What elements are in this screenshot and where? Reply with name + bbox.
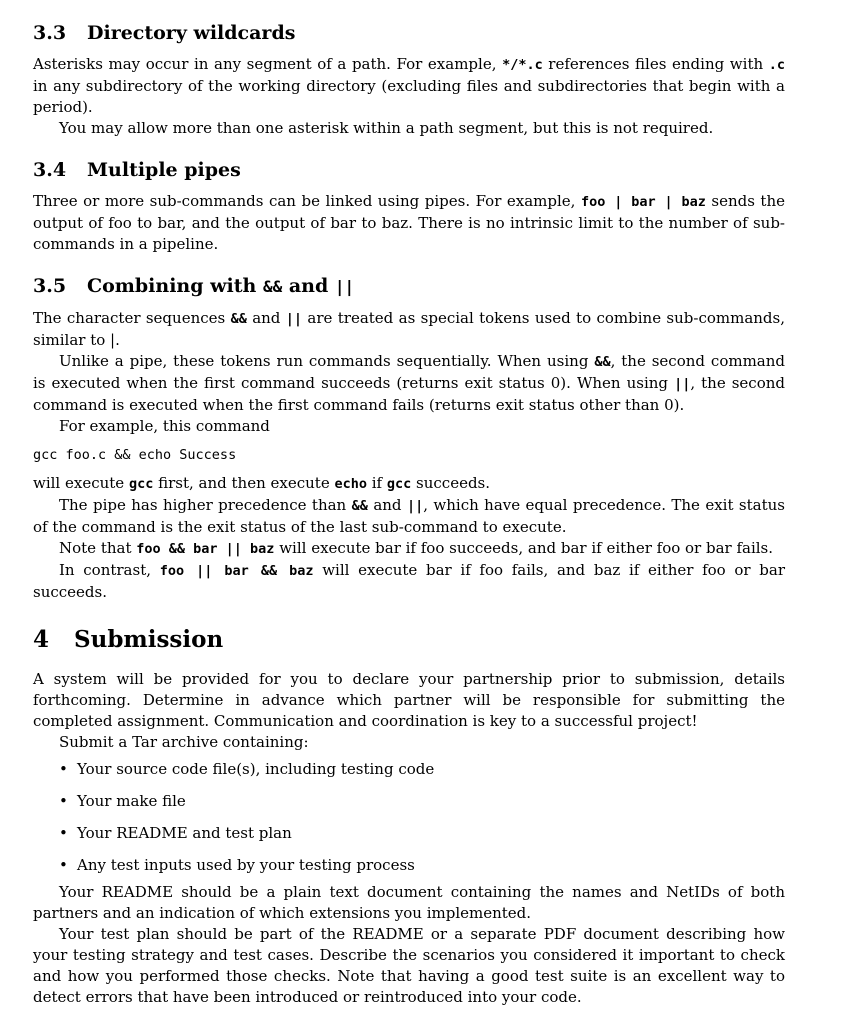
inline-code: gcc bbox=[128, 476, 154, 492]
text-run: and bbox=[367, 496, 407, 514]
inline-code: || bbox=[406, 498, 424, 514]
text-run: The pipe has higher precedence than bbox=[59, 496, 352, 514]
text-run: will execute bar if foo fails, and baz if either foo or bar succeeds. bbox=[33, 561, 786, 601]
paragraph: A system will be provided for you to declare your partnership prior to submission, details forthcoming. Determine in advance which partner will be responsible for submitting the completed assignment. Communication and coordination is key to a successful project! bbox=[33, 670, 785, 730]
section-4-heading bbox=[33, 625, 785, 655]
list-item bbox=[33, 759, 785, 780]
paragraph bbox=[33, 351, 785, 416]
text-run: if bbox=[366, 474, 387, 492]
inline-code: .c bbox=[768, 57, 785, 73]
bullet-icon: • bbox=[59, 760, 68, 778]
bullet-icon: • bbox=[59, 856, 68, 874]
list-item-text: Your source code file(s), including testing code bbox=[77, 760, 435, 778]
bullet-icon: • bbox=[59, 792, 68, 810]
inline-code: foo || bar && baz bbox=[159, 563, 314, 579]
text-run: succeeds. bbox=[411, 474, 491, 492]
section-number: 3.3 bbox=[33, 22, 67, 44]
inline-code: && bbox=[351, 498, 368, 514]
inline-code: gcc bbox=[386, 476, 412, 492]
section-3-5-heading bbox=[33, 273, 785, 300]
inline-code: && bbox=[594, 354, 611, 370]
text-run: references files ending with bbox=[542, 55, 769, 73]
section-3-4-heading bbox=[33, 157, 785, 183]
text-run: sends the output of foo to bar, and the output of bar to baz. There is no intrinsic limit to the number of sub-commands in a pipeline. bbox=[33, 192, 786, 253]
section-3-3-heading bbox=[33, 20, 785, 46]
paragraph bbox=[33, 495, 785, 538]
inline-code: && bbox=[230, 311, 247, 327]
list-item bbox=[33, 791, 785, 812]
inline-code: || bbox=[334, 277, 355, 296]
paragraph: You may allow more than one asterisk within a path segment, but this is not required. bbox=[59, 119, 714, 137]
text-run: , which have equal precedence. The exit status of the command is the exit status of the last sub-command to execute. bbox=[33, 496, 785, 536]
text-run: in any subdirectory of the working directory (excluding files and subdirectories that begin with a period). bbox=[33, 77, 785, 116]
inline-code: echo bbox=[334, 476, 367, 492]
inline-code: foo | bar | baz bbox=[580, 194, 706, 210]
section-title: Multiple pipes bbox=[87, 159, 241, 181]
text-run: Unlike a pipe, these tokens run commands sequentially. When using bbox=[59, 352, 595, 370]
section-title: Combining with bbox=[87, 275, 263, 297]
text-run: will execute bar if foo succeeds, and bar if either foo or bar fails. bbox=[274, 539, 774, 557]
text-run: will execute bbox=[33, 474, 129, 492]
inline-code: || bbox=[674, 376, 691, 392]
code-block: gcc foo.c && echo Success bbox=[33, 447, 237, 463]
paragraph bbox=[33, 191, 785, 255]
text-run: and bbox=[246, 309, 286, 327]
inline-code: || bbox=[285, 311, 303, 327]
paragraph bbox=[33, 473, 785, 495]
list-item bbox=[33, 855, 785, 876]
text-run: Three or more sub-commands can be linked using pipes. For example, bbox=[33, 192, 581, 210]
section-number: 3.4 bbox=[33, 159, 67, 181]
paragraph bbox=[33, 560, 785, 603]
text-run: Asterisks may occur in any segment of a path. For example, bbox=[33, 55, 503, 73]
text-run: , the second command is executed when the first command succeeds (returns exit status 0). When using bbox=[33, 352, 785, 392]
bullet-icon: • bbox=[59, 824, 68, 842]
section-title: Submission bbox=[74, 626, 224, 653]
text-run: In contrast, bbox=[59, 561, 160, 579]
section-number: 4 bbox=[33, 626, 50, 653]
paragraph: Your test plan should be part of the README or a separate PDF document describing how your testing strategy and test cases. Describe the scenarios you considered it important to check and how you performed those checks. Note that having a good test suite is an excellent way to detect errors that have been introduced or reintroduced into your code. bbox=[33, 925, 785, 1006]
paragraph bbox=[33, 54, 785, 118]
text-run: The character sequences bbox=[33, 309, 231, 327]
paragraph: Your README should be a plain text document containing the names and NetIDs of both partners and an indication of which extensions you implemented. bbox=[33, 883, 785, 922]
bullet-list bbox=[33, 759, 785, 876]
inline-code: && bbox=[262, 277, 283, 296]
text-run: Note that bbox=[59, 539, 137, 557]
paragraph: For example, this command bbox=[59, 417, 270, 435]
section-title: Directory wildcards bbox=[87, 22, 296, 44]
text-run: first, and then execute bbox=[153, 474, 335, 492]
list-item-text: Your make file bbox=[77, 792, 186, 810]
text-run: are treated as special tokens used to combine sub-commands, similar to |. bbox=[33, 309, 786, 349]
inline-code: foo && bar || baz bbox=[136, 541, 275, 557]
section-number: 3.5 bbox=[33, 275, 67, 297]
paragraph: Submit a Tar archive containing: bbox=[59, 733, 309, 751]
paragraph bbox=[33, 538, 785, 560]
document-page bbox=[33, 20, 785, 1008]
section-title: and bbox=[282, 275, 335, 297]
list-item-text: Your README and test plan bbox=[77, 824, 292, 842]
paragraph bbox=[33, 308, 785, 351]
list-item-text: Any test inputs used by your testing process bbox=[77, 856, 415, 874]
list-item bbox=[33, 823, 785, 844]
text-run: , the second command is executed when the first command fails (returns exit status other than 0). bbox=[33, 374, 785, 414]
inline-code: */*.c bbox=[502, 57, 543, 73]
